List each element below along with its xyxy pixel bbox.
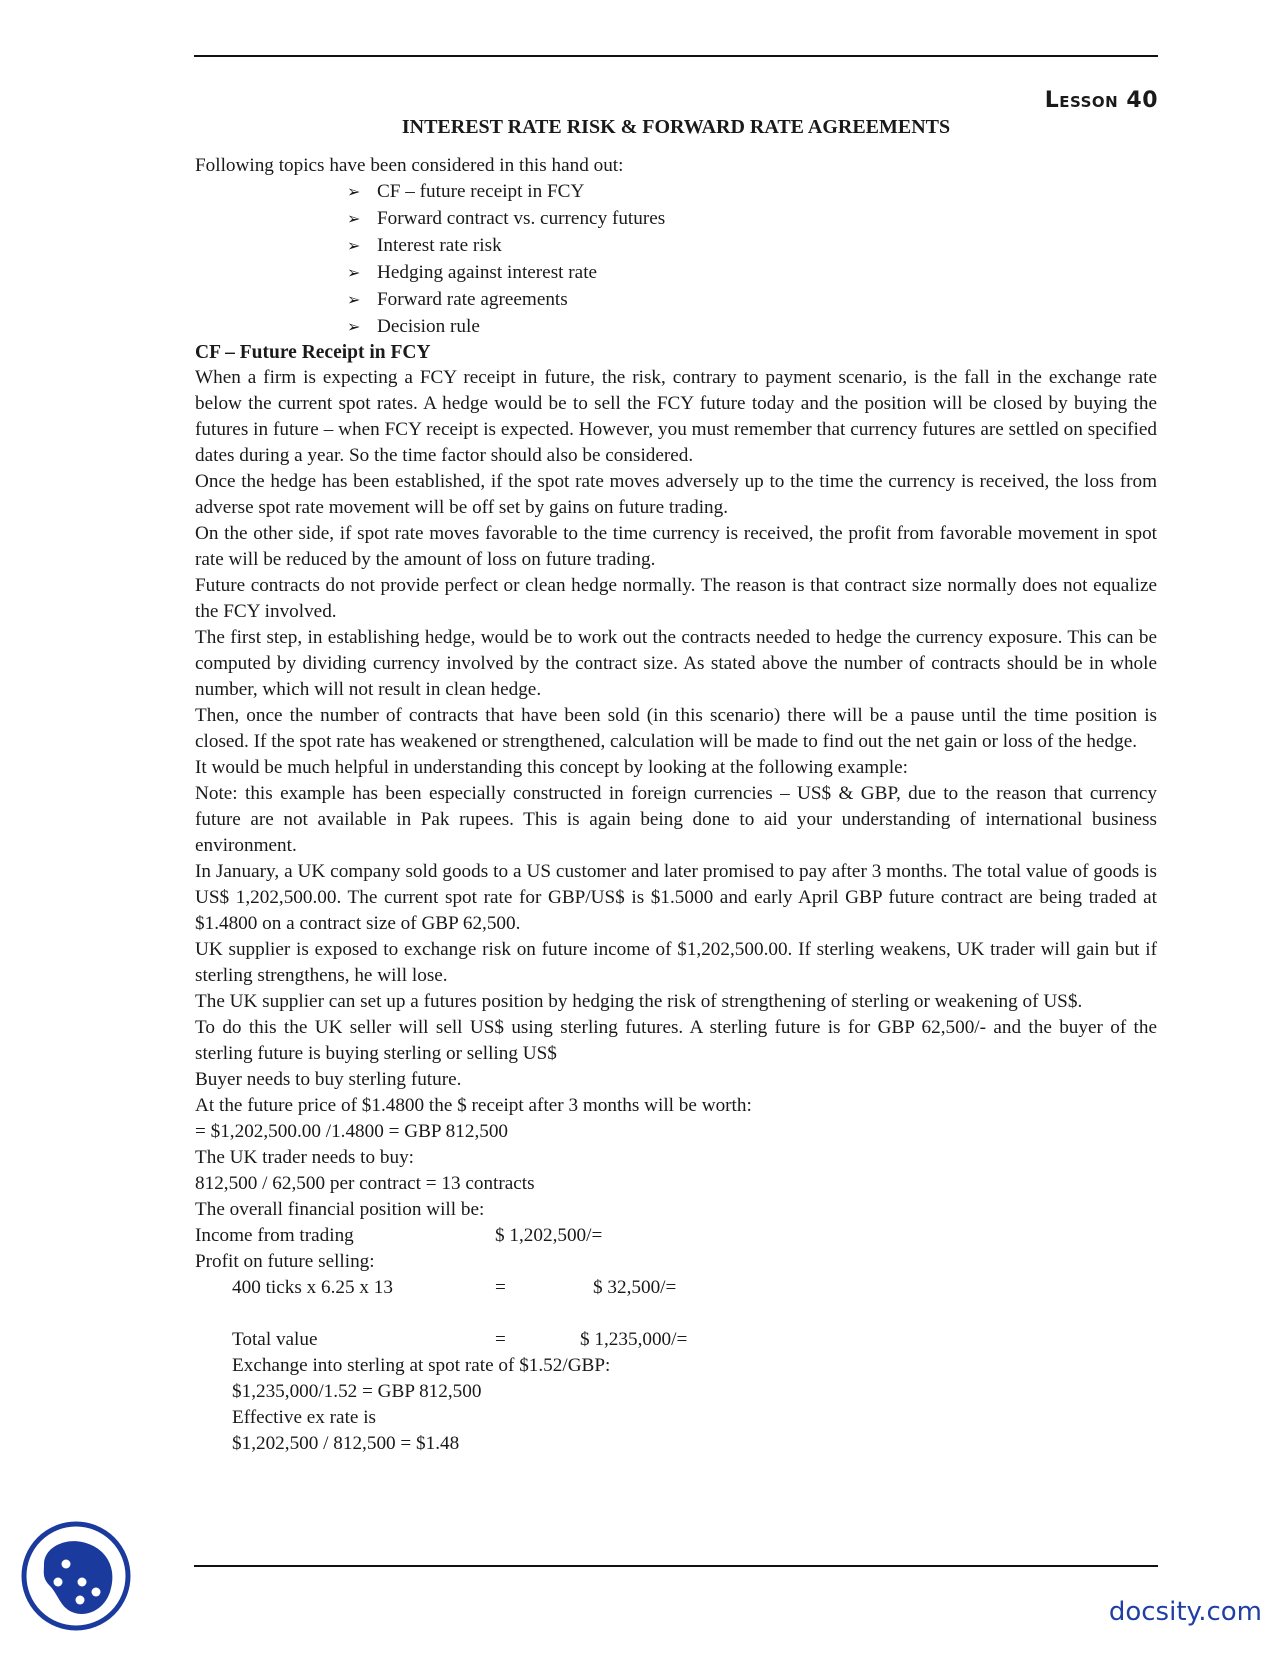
list-item: ➢ Forward rate agreements	[347, 287, 1157, 314]
brand-watermark[interactable]: docsity.com	[1108, 1597, 1262, 1627]
profit-label: Profit on future selling:	[195, 1251, 375, 1272]
docsity-logo-icon[interactable]	[20, 1520, 132, 1632]
arrow-bullet-icon: ➢	[347, 211, 361, 228]
exchange-calc: $1,235,000/1.52 = GBP 812,500	[232, 1381, 482, 1402]
list-item: ➢ Hedging against interest rate	[347, 260, 1157, 287]
paragraph: Future contracts do not provide perfect or clean hedge normally. The reason is that contract size normally does not equalize the FCY involved.	[195, 575, 1157, 622]
paragraph: The UK supplier can set up a futures position by hedging the risk of strengthening of sterling or weakening of US$.	[195, 991, 1083, 1012]
ticks-row	[195, 1275, 1157, 1301]
paragraph: Buyer needs to buy sterling future.	[195, 1069, 462, 1090]
total-value: $ 1,235,000/=	[580, 1329, 688, 1350]
paragraph: When a firm is expecting a FCY receipt in future, the risk, contrary to payment scenario, is the fall in the exchange rate below the current spot rates. A hedge would be to sell the FCY future today and the position will be closed by buying the futures in future – when FCY receipt is expected. However, you must remember that currency futures are settled on specified dates during a year. So the time factor should also be considered.	[195, 367, 1157, 466]
arrow-bullet-icon: ➢	[347, 238, 361, 255]
paragraph: Then, once the number of contracts that have been sold (in this scenario) there will be a pause until the time position is closed. If the spot rate has weakened or strengthened, calculation will be made to find out the net gain or loss of the hedge.	[195, 705, 1157, 752]
list-item: ➢ Interest rate risk	[347, 233, 1157, 260]
exchange-line: Exchange into sterling at spot rate of $1.52/GBP:	[232, 1355, 611, 1376]
income-value: $ 1,202,500/=	[495, 1225, 603, 1246]
paragraph: 812,500 / 62,500 per contract = 13 contracts	[195, 1173, 535, 1194]
paragraph: The first step, in establishing hedge, would be to work out the contracts needed to hedge the currency exposure. This can be computed by dividing currency involved by the contract size. As stated above the number of contracts should be in whole number, which will not result in clean hedge.	[195, 627, 1157, 700]
document-body	[195, 153, 1157, 1457]
lesson-number: Lesson 40	[1044, 88, 1158, 113]
arrow-bullet-icon: ➢	[347, 184, 361, 201]
paragraph: = $1,202,500.00 /1.4800 = GBP 812,500	[195, 1121, 509, 1142]
bottom-rule	[194, 1565, 1158, 1567]
topics-list	[195, 179, 1157, 341]
spacer	[195, 1301, 1157, 1327]
paragraph: Once the hedge has been established, if the spot rate moves adversely up to the time the currency is received, the loss from adverse spot rate movement will be off set by gains on future trading.	[195, 471, 1157, 518]
arrow-bullet-icon: ➢	[347, 292, 361, 309]
ticks-value: $ 32,500/=	[593, 1277, 677, 1298]
section-heading: CF – Future Receipt in FCY	[195, 342, 431, 363]
page-title: INTEREST RATE RISK & FORWARD RATE AGREEMENTS	[401, 116, 951, 138]
effective-label: Effective ex rate is	[232, 1407, 377, 1428]
ticks-label: 400 ticks x 6.25 x 13	[232, 1277, 393, 1298]
arrow-bullet-icon: ➢	[347, 265, 361, 282]
income-label: Income from trading	[195, 1225, 354, 1246]
paragraph: The overall financial position will be:	[195, 1199, 485, 1220]
total-label: Total value	[232, 1329, 318, 1350]
total-equals: =	[495, 1329, 506, 1350]
list-item: ➢ Decision rule	[347, 314, 1157, 341]
paragraph: It would be much helpful in understanding this concept by looking at the following example:	[195, 757, 908, 778]
paragraph: The UK trader needs to buy:	[195, 1147, 414, 1168]
paragraph: At the future price of $1.4800 the $ receipt after 3 months will be worth:	[195, 1095, 752, 1116]
list-item: ➢ Forward contract vs. currency futures	[347, 206, 1157, 233]
arrow-bullet-icon: ➢	[347, 319, 361, 336]
income-row	[195, 1223, 1157, 1249]
paragraph: UK supplier is exposed to exchange risk on future income of $1,202,500.00. If sterling weakens, UK trader will gain but if sterling strengthens, he will lose.	[195, 939, 1157, 986]
paragraph: Note: this example has been especially constructed in foreign currencies – US$ & GBP, due to the reason that currency future are not available in Pak rupees. This is again being done to aid your understanding of international business environment.	[195, 783, 1157, 856]
paragraph: On the other side, if spot rate moves favorable to the time currency is received, the profit from favorable movement in spot rate will be reduced by the amount of loss on future trading.	[195, 523, 1157, 570]
intro-text: Following topics have been considered in this hand out:	[195, 155, 624, 176]
paragraph: In January, a UK company sold goods to a US customer and later promised to pay after 3 months. The total value of goods is US$ 1,202,500.00. The current spot rate for GBP/US$ is $1.5000 and early April GBP future contract are being traded at $1.4800 on a contract size of GBP 62,500.	[195, 861, 1157, 934]
effective-calc: $1,202,500 / 812,500 = $1.48	[232, 1433, 460, 1454]
list-item: ➢ CF – future receipt in FCY	[347, 179, 1157, 206]
paragraph: To do this the UK seller will sell US$ using sterling futures. A sterling future is for GBP 62,500/- and the buyer of the sterling future is buying sterling or selling US$	[195, 1017, 1157, 1064]
ticks-equals: =	[495, 1277, 506, 1298]
total-row	[195, 1327, 1157, 1353]
top-rule	[194, 55, 1158, 57]
